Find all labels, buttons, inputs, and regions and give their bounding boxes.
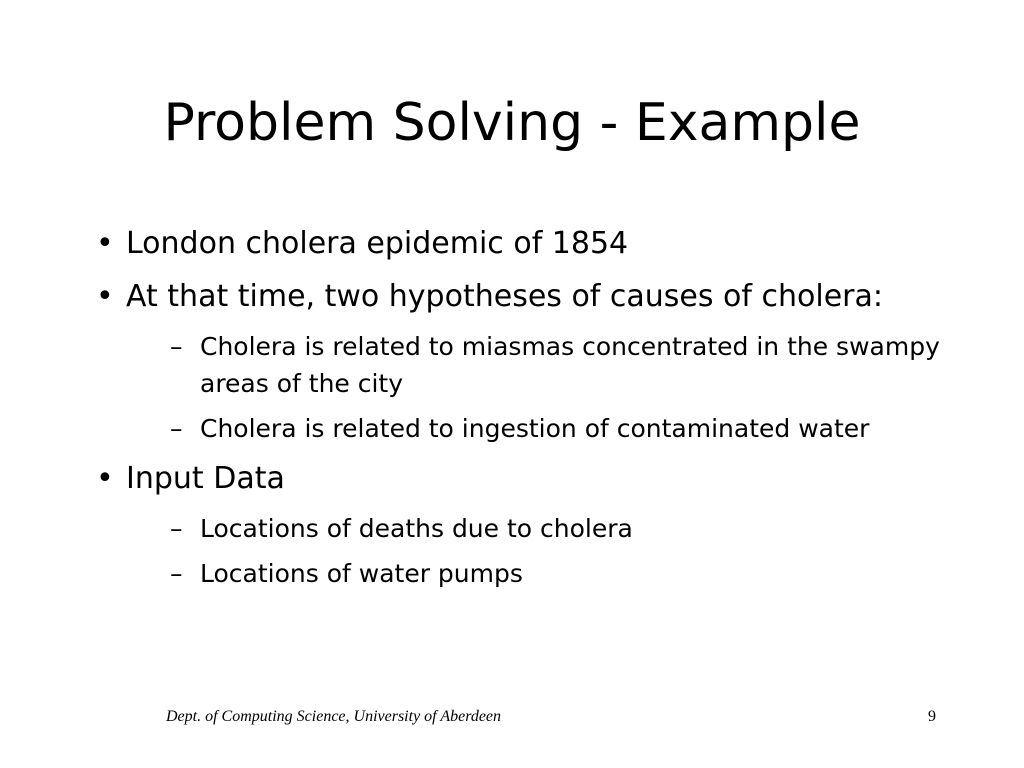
bullet-text: Input Data <box>126 461 285 496</box>
dash-icon: – <box>170 514 183 543</box>
sub-bullet-item <box>170 410 940 447</box>
bullet-text: At that time, two hypotheses of causes of cholera: <box>126 279 883 314</box>
sub-bullet-list <box>90 510 940 592</box>
bullet-item-1 <box>90 222 940 266</box>
sub-bullet-text: Cholera is related to ingestion of contaminated water <box>200 414 870 443</box>
page-number: 9 <box>928 708 936 725</box>
bullet-icon: • <box>96 226 114 261</box>
dash-icon: – <box>170 414 183 443</box>
sub-bullet-item <box>170 328 940 402</box>
bullet-text: London cholera epidemic of 1854 <box>126 226 629 261</box>
bullet-icon: • <box>96 461 114 496</box>
sub-bullet-text: Locations of water pumps <box>200 559 523 588</box>
sub-bullet-text: Cholera is related to miasmas concentrated in the swampy areas of the city <box>200 332 940 398</box>
dash-icon: – <box>170 332 183 361</box>
bullet-item-2 <box>90 275 940 319</box>
dash-icon: – <box>170 559 183 588</box>
bullet-icon: • <box>96 279 114 314</box>
slide-title: Problem Solving - Example <box>163 93 861 153</box>
footer-source: Dept. of Computing Science, University of Aberdeen <box>166 708 502 725</box>
bullet-item-3 <box>90 457 940 501</box>
sub-bullet-item <box>170 510 940 547</box>
sub-bullet-item <box>170 555 940 592</box>
sub-bullet-text: Locations of deaths due to cholera <box>200 514 633 543</box>
slide-content <box>90 222 940 602</box>
sub-bullet-list <box>90 328 940 447</box>
